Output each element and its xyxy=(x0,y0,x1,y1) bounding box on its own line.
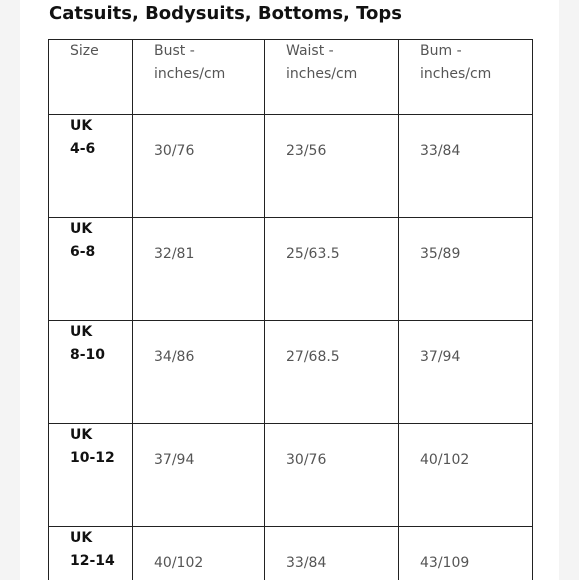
bum-cell: 35/89 xyxy=(399,218,533,321)
bust-cell: 37/94 xyxy=(133,424,265,527)
table-row xyxy=(49,527,533,580)
size-prefix: UK xyxy=(70,427,93,443)
header-bust-line1: Bust - xyxy=(154,43,195,59)
size-range: 6-8 xyxy=(70,244,96,260)
header-size xyxy=(49,40,133,115)
size-cell xyxy=(49,424,133,527)
bum-cell: 37/94 xyxy=(399,321,533,424)
waist-cell: 25/63.5 xyxy=(265,218,399,321)
size-prefix: UK xyxy=(70,118,93,134)
size-range: 8-10 xyxy=(70,347,106,363)
size-range: 4-6 xyxy=(70,141,96,157)
bust-cell: 30/76 xyxy=(133,115,265,218)
bust-cell: 40/102 xyxy=(133,527,265,580)
header-waist-line1: Waist - xyxy=(286,43,334,59)
size-cell xyxy=(49,527,133,580)
waist-cell: 30/76 xyxy=(265,424,399,527)
size-cell xyxy=(49,321,133,424)
size-prefix: UK xyxy=(70,221,93,237)
table-header-row xyxy=(49,40,533,115)
header-bum-line2: inches/cm xyxy=(420,66,492,82)
header-waist-line2: inches/cm xyxy=(286,66,358,82)
size-prefix: UK xyxy=(70,530,93,546)
section-heading: Catsuits, Bodysuits, Bottoms, Tops xyxy=(49,3,402,24)
header-size-label: Size xyxy=(70,43,99,59)
table-row xyxy=(49,115,533,218)
header-bust-line2: inches/cm xyxy=(154,66,226,82)
size-range: 12-14 xyxy=(70,553,115,569)
bust-cell: 32/81 xyxy=(133,218,265,321)
header-bust xyxy=(133,40,265,115)
bum-cell: 40/102 xyxy=(399,424,533,527)
bust-cell: 34/86 xyxy=(133,321,265,424)
size-chart-table xyxy=(48,39,533,580)
waist-cell: 23/56 xyxy=(265,115,399,218)
waist-cell: 27/68.5 xyxy=(265,321,399,424)
size-prefix: UK xyxy=(70,324,93,340)
size-cell xyxy=(49,218,133,321)
size-range: 10-12 xyxy=(70,450,115,466)
bum-cell: 43/109 xyxy=(399,527,533,580)
size-guide-panel xyxy=(20,0,559,580)
header-bum xyxy=(399,40,533,115)
header-bum-line1: Bum - xyxy=(420,43,462,59)
size-cell xyxy=(49,115,133,218)
header-waist xyxy=(265,40,399,115)
table-row xyxy=(49,218,533,321)
table-row xyxy=(49,424,533,527)
bum-cell: 33/84 xyxy=(399,115,533,218)
table-row xyxy=(49,321,533,424)
waist-cell: 33/84 xyxy=(265,527,399,580)
